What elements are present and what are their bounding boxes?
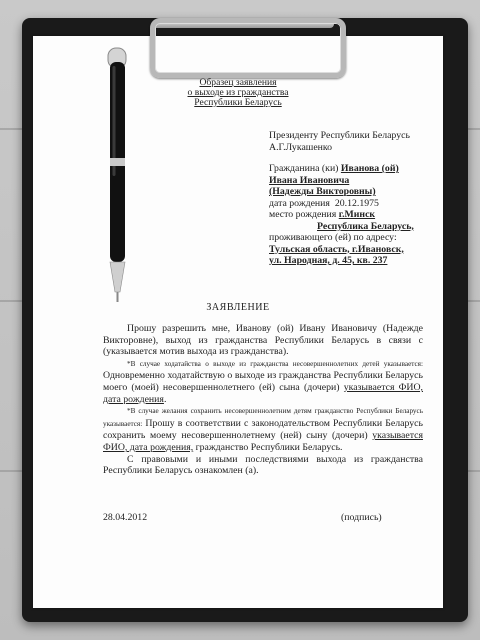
heading-line-3: Республики Беларусь [194, 97, 282, 108]
addressee-block [269, 130, 439, 267]
paragraph-3 [103, 405, 423, 453]
paragraph-3-text: Прошу в соответствии с законодательством Республики Беларусь сохранить моему несовершеннолетнему (ней) сыну (дочери) [103, 417, 423, 442]
address-line-2: ул. Народная, д. 45, кв. 237 [269, 255, 388, 266]
paragraph-2-note: *В случае ходатайства о выходе из гражданства несовершеннолетних детей указывается: [127, 359, 423, 368]
paragraph-3-note: *В случае желания сохранить несовершеннолетним детям гражданство Республики Беларусь указывается: [103, 407, 423, 428]
signature-label: (подпись) [341, 512, 382, 523]
from-label: Гражданина (ки) [269, 163, 339, 174]
document-body [103, 323, 423, 477]
pob-value-1: г.Минск [338, 209, 376, 220]
heading-line-2: о выходе из гражданства [187, 87, 289, 98]
paragraph-2-end: . [163, 393, 167, 405]
document-title: ЗАЯВЛЕНИЕ [206, 302, 270, 313]
pob-label: место рождения [269, 209, 337, 220]
addressee-to-2: А.Г.Лукашенко [269, 141, 333, 153]
paragraph-4: С правовыми и иными последствиями выхода из гражданства Республики Беларусь ознакомлен (а). [103, 453, 423, 477]
document-page [33, 36, 443, 608]
paragraph-2 [103, 358, 423, 405]
address-line-1: Тульская область, г.Ивановск, [269, 243, 404, 255]
from-name-1: Иванова (ой) [340, 163, 399, 174]
from-name-2: Ивана Ивановича [269, 174, 350, 186]
paragraph-3-end: гражданство Республики Беларусь. [193, 441, 343, 453]
pob-value-2: Республика Беларусь, [317, 220, 414, 232]
paragraph-3-underlined: указывается ФИО, дата рождения, [103, 430, 423, 453]
document-heading [33, 78, 443, 108]
addressee-to-1: Президенту Республики Беларусь [269, 130, 410, 141]
address-label: проживающего (ей) по адресу: [269, 232, 397, 243]
paragraph-2-underlined: указывается ФИО, дата рождения [103, 381, 423, 405]
paragraph-1: Прошу разрешить мне, Иванову (ой) Ивану Ивановичу (Надежде Викторовне), выход из гражданства Республики Беларусь в связи с (указывается мотив выхода из гражданства). [103, 323, 423, 358]
paragraph-2-text: Одновременно ходатайствую о выходе из гражданства Республики Беларусь моего (моей) несовершеннолетнего (ей) сына (дочери) [103, 370, 423, 393]
clipboard-clip [150, 18, 346, 78]
document-date: 28.04.2012 [103, 512, 148, 523]
from-name-3: (Надежды Викторовны) [269, 186, 376, 197]
heading-line-1: Образец заявления [199, 77, 277, 88]
dob-value: 20.12.1975 [334, 197, 379, 209]
dob-label: дата рождения [269, 197, 330, 209]
